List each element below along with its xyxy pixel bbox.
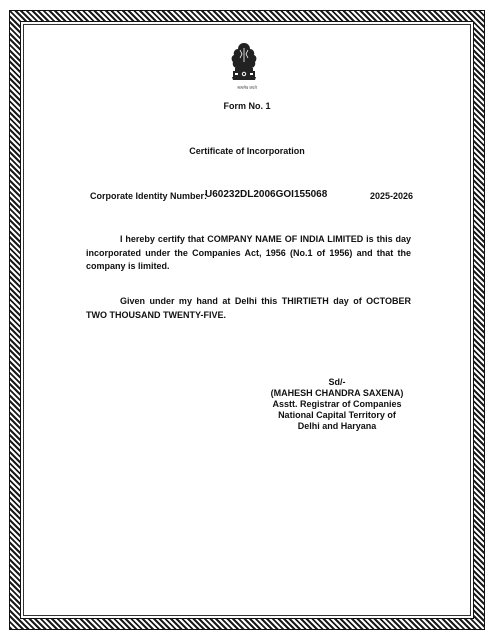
financial-year: 2025-2026: [370, 191, 414, 201]
registrar-jurisdiction-line1: National Capital Territory of: [278, 410, 396, 420]
certification-text: I hereby certify that COMPANY NAME OF INDIA LIMITED is this day incorporated under the Companies Act, 1956 (No.1 of 1956) and that the company is limited.: [86, 234, 411, 271]
certification-paragraph: [86, 233, 411, 274]
given-under-hand-text: Given under my hand at Delhi this THIRTIETH day of OCTOBER TWO THOUSAND TWENTY-FIVE.: [86, 296, 411, 320]
cin-value: U60232DL2006GOI155068: [205, 189, 328, 200]
given-under-hand-paragraph: [86, 295, 411, 322]
certificate-title: Certificate of Incorporation: [189, 146, 305, 156]
cin-label: Corporate Identity Number:: [90, 191, 208, 201]
signature-mark: Sd/-: [328, 377, 346, 387]
registrar-jurisdiction-line2: Delhi and Haryana: [297, 421, 377, 431]
emblem-motto: सत्यमेव जयते: [237, 85, 257, 90]
form-number: Form No. 1: [223, 101, 271, 111]
registrar-name: (MAHESH CHANDRA SAXENA): [270, 388, 404, 398]
registrar-title: Asstt. Registrar of Companies: [272, 399, 402, 409]
